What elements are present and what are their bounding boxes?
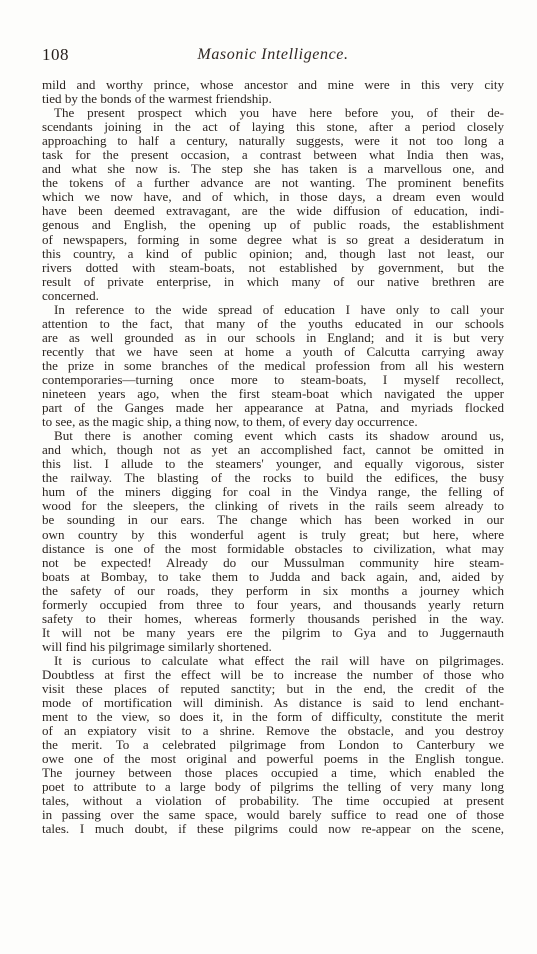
text-line: contemporaries—turning once more to steam-boats, I myself recollect, (42, 372, 504, 387)
running-head (42, 45, 504, 67)
text-line: attention to the fact, that many of the youths educated in our schools (42, 316, 504, 331)
page-number: 108 (42, 45, 69, 64)
running-title: Masonic Intelligence. (197, 46, 349, 63)
text-line: not be expected! Already do our Mussulman community hire steam- (42, 555, 504, 570)
text-line: recently that we have seen at home a youth of Calcutta carrying away (42, 344, 504, 359)
text-line: The journey between those places occupied a time, which enabled the (42, 766, 504, 781)
text-line: ment to the view, so does it, in the form of difficulty, constitute the merit (42, 710, 504, 725)
text-line: rivers dotted with steam-boats, not established by government, but the (42, 260, 504, 275)
text-line: nineteen years ago, when the first steam-boat which navigated the upper (42, 387, 504, 402)
text-line: are as well grounded as in our schools in England; and it is but very (42, 330, 504, 345)
text-line: part of the Ganges made her appearance at Patna, and myriads flocked (42, 401, 504, 416)
text-line: boats at Bombay, to take them to Judda and back again, and, aided by (42, 569, 504, 584)
text-line: But there is another coming event which casts its shadow around us, (54, 429, 504, 444)
text-line: result of private enterprise, in which many of our native brethren are (42, 274, 504, 289)
text-line: this country, a kind of public opinion; and, though last not least, our (42, 246, 504, 261)
text-line: this list. I allude to the steamers' younger, and equally vigorous, sister (42, 457, 504, 472)
text-line: of newspapers, forming in some degree what is so great a desideratum in (42, 232, 504, 247)
text-line: hum of the miners digging for coal in the Vindya range, the felling of (42, 485, 504, 500)
text-line: the prize in some branches of the medical profession from all his western (42, 358, 504, 373)
text-line: the safety of our roads, they perform in six months a journey which (42, 583, 504, 598)
text-line: which we now have, and of which, in those days, a dream even would (42, 190, 504, 205)
text-line: will find his pilgrimage similarly shortened. (42, 639, 272, 654)
text-line: the railway. The blasting of the rocks to build the edifices, the busy (42, 471, 504, 486)
text-line: visit these places of reputed sanctity; but in the end, the credit of the (42, 682, 504, 697)
text-line: genous and English, the opening up of public roads, the establishment (42, 218, 504, 233)
text-line: task for the present occasion, a contrast between what India then was, (42, 148, 504, 163)
text-line: concerned. (42, 288, 99, 303)
text-line: The present prospect which you have here before you, of their de- (54, 106, 504, 121)
text-line: safety to their homes, whereas formerly thousands perished in the way. (42, 611, 504, 626)
text-line: be sounding in our ears. The change which has been worked in our (42, 513, 504, 528)
text-line: Doubtless at first the effect will be to increase the number of those who (42, 667, 504, 682)
text-line: In reference to the wide spread of education I have only to call your (54, 302, 504, 317)
text-line: It will not be many years ere the pilgrim to Gya and to Juggernauth (42, 625, 504, 640)
text-line: the merit. To a celebrated pilgrimage from London to Canterbury we (42, 738, 504, 753)
text-line: in passing over the same space, would barely suffice to read one of those (42, 808, 504, 823)
body-text (42, 78, 504, 837)
text-line: distance is one of the most formidable obstacles to civilization, what may (42, 541, 504, 556)
text-line: to see, as the magic ship, a thing now, to them, of every day occurrence. (42, 415, 418, 430)
text-line: approaching to half a century, naturally suggests, were it not too long a (42, 134, 504, 149)
text-line: scendants joining in the act of laying this stone, after a period closely (42, 120, 504, 135)
text-line: owe one of the most original and powerful poems in the English tongue. (42, 752, 504, 767)
text-line: and what she now is. The step she has taken is a marvellous one, and (42, 162, 504, 177)
text-line: formerly occupied from three to four years, and thousands yearly return (42, 597, 504, 612)
text-line: tales, without a violation of probability. The time occupied at present (42, 794, 504, 809)
text-line: of an expiatory visit to a shrine. Remove the obstacle, and you destroy (42, 724, 504, 739)
text-line: mild and worthy prince, whose ancestor and mine were in this very city (42, 78, 504, 92)
text-line: It is curious to calculate what effect the rail will have on pilgrimages. (54, 653, 504, 668)
text-line: wood for the sleepers, the clinking of rivets in the rails seem already to (42, 499, 504, 514)
text-line: the tokens of a further advance are not wanting. The prominent benefits (42, 176, 504, 191)
text-line: own country by this wonderful agent is truly great; but here, where (42, 527, 504, 542)
text-line: tales. I much doubt, if these pilgrims could now re-appear on the scene, (42, 822, 504, 837)
text-line: mode of mortification will diminish. As distance is said to lend enchant- (42, 696, 504, 711)
text-line: poet to attribute to a large body of pilgrims the telling of very many long (42, 780, 504, 795)
text-line: and which, though not as yet an accomplished fact, cannot be omitted in (42, 443, 504, 458)
text-line: have been deemed extravagant, are the wide diffusion of education, indi- (42, 204, 504, 219)
text-line: tied by the bonds of the warmest friendship. (42, 92, 272, 107)
